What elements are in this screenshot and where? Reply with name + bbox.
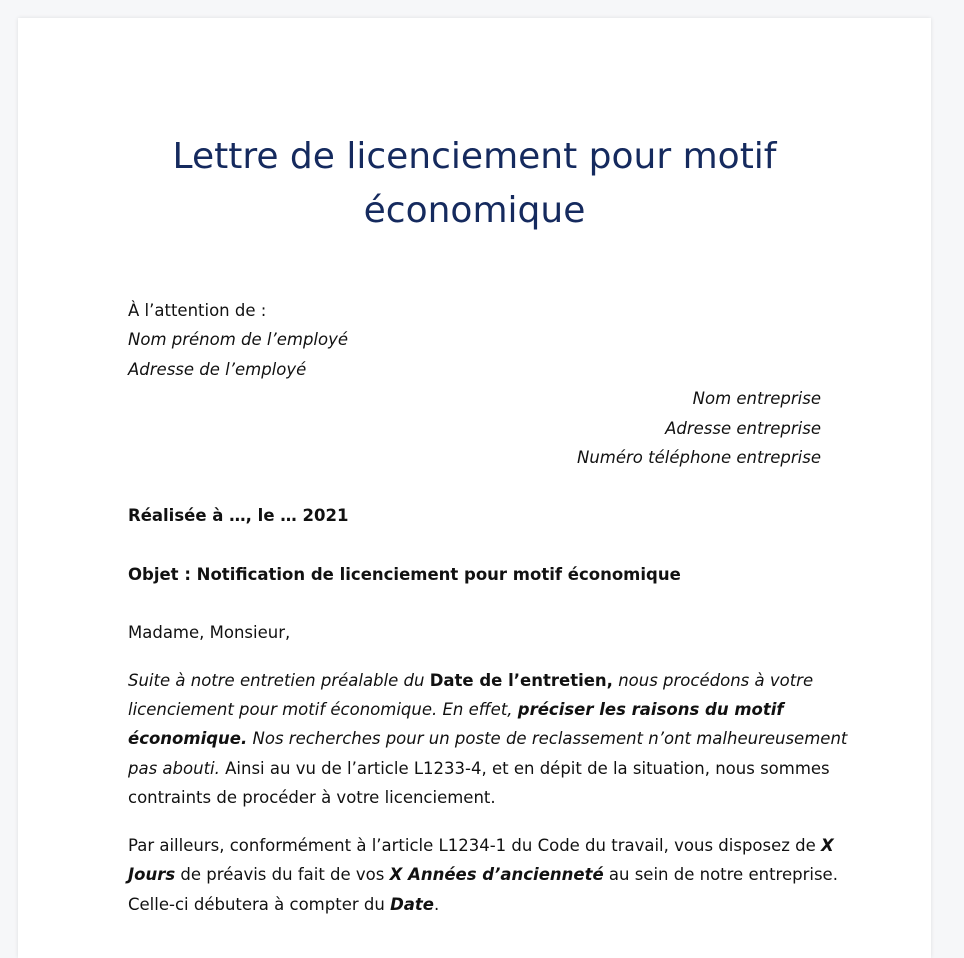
p1-reasons-end: économique.: [128, 729, 248, 749]
paragraph-notice: [128, 831, 838, 919]
p1-text-4: Nos recherches pour un poste de reclassement n’ont malheureusement: [247, 729, 848, 749]
p2-days: Jours: [128, 865, 176, 885]
title-line-1: Lettre de licenciement pour motif: [172, 136, 777, 177]
p2-text-4: Celle-ci débutera à compter du: [128, 894, 391, 914]
p1-text-5: pas abouti.: [128, 758, 220, 778]
page-title: [18, 130, 931, 238]
recipient-attention: À l’attention de :: [128, 301, 267, 320]
p2-text-2: de préavis du fait de vos: [175, 865, 390, 885]
sender-phone: Numéro téléphone entreprise: [577, 448, 821, 468]
p1-reasons: préciser les raisons du motif: [517, 700, 784, 720]
p1-text-2: nous procédons à votre: [612, 670, 814, 690]
salutation: Madame, Monsieur,: [128, 623, 291, 643]
sender-company: Nom entreprise: [692, 389, 821, 409]
letter-body: [128, 296, 848, 919]
paragraph-dismissal: [128, 666, 848, 813]
p2-text-5: .: [433, 894, 440, 914]
recipient-block: [128, 296, 821, 384]
p2-seniority: X Années d’ancienneté: [389, 865, 604, 885]
sender-block: [128, 384, 821, 472]
p1-text-6: Ainsi au vu de l’article L1233-4, et en dépit de la situation, nous sommes: [219, 758, 830, 778]
sender-address: Adresse entreprise: [665, 418, 821, 438]
p1-text-1: Suite à notre entretien préalable du: [128, 670, 430, 690]
p2-days-x: X: [821, 835, 834, 855]
p1-interview-date: Date de l’entretien,: [429, 670, 613, 690]
p2-start-date: Date: [390, 894, 434, 914]
title-line-2: économique: [363, 190, 586, 231]
p1-text-7: contraints de procéder à votre licenciement.: [128, 788, 496, 808]
date-line: Réalisée à …, le … 2021: [128, 506, 349, 526]
letter-page: [18, 18, 931, 958]
recipient-address: Adresse de l’employé: [128, 359, 307, 379]
p1-text-3: licenciement pour motif économique. En effet,: [128, 700, 518, 720]
subject-line: Objet : Notification de licenciement pour motif économique: [128, 564, 681, 584]
p2-text-3: au sein de notre entreprise.: [603, 865, 838, 885]
recipient-name: Nom prénom de l’employé: [128, 330, 349, 350]
p2-text-1: Par ailleurs, conformément à l’article L1234-1 du Code du travail, vous disposez de: [128, 835, 822, 855]
